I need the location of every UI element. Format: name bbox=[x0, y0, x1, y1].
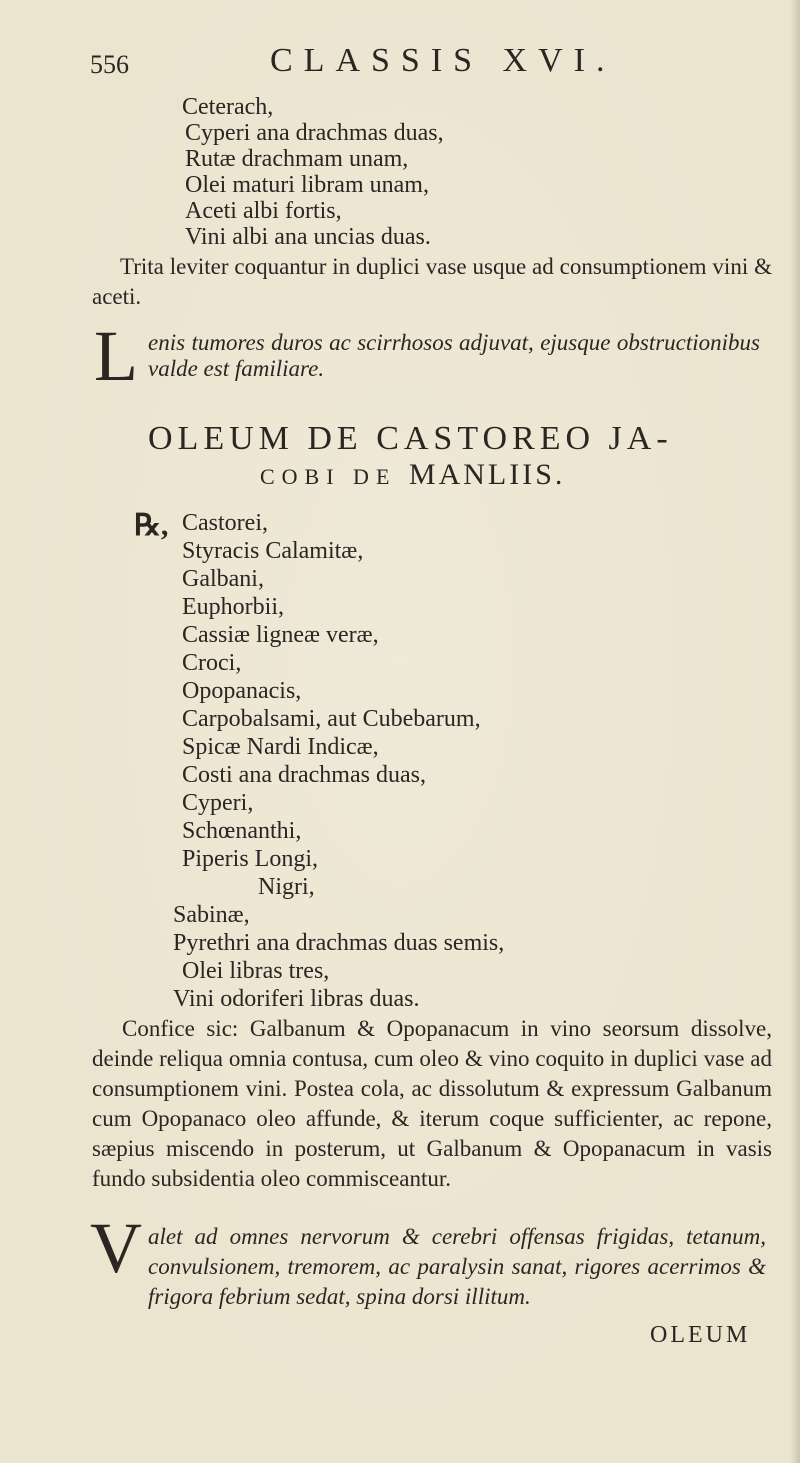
page-header bbox=[90, 40, 730, 90]
ingredient-item: Carpobalsami, aut Cubebarum, bbox=[182, 706, 481, 732]
ingredient-item: Costi ana drachmas duas, bbox=[182, 762, 426, 788]
section-title-prefix: COBI DE bbox=[260, 464, 409, 489]
ingredient-item: Croci, bbox=[182, 650, 242, 676]
recipe-top-item: Aceti albi fortis, bbox=[185, 198, 342, 224]
recipe-top-item: Ceterach, bbox=[182, 94, 274, 120]
catchword: OLEUM bbox=[650, 1322, 751, 1348]
ingredient-item: Euphorbii, bbox=[182, 594, 284, 620]
ingredient-item: Cassiæ ligneæ veræ, bbox=[182, 622, 379, 648]
ingredient-item: Opopanacis, bbox=[182, 678, 302, 704]
ingredient-item: Schœnanthi, bbox=[182, 818, 302, 844]
recipe-top-item: Olei maturi libram unam, bbox=[185, 172, 429, 198]
ingredient-item: Styracis Calamitæ, bbox=[182, 538, 364, 564]
ingredient-item: Galbani, bbox=[182, 566, 264, 592]
ingredient-item: Spicæ Nardi Indicæ, bbox=[182, 734, 379, 760]
running-title: CLASSIS XVI. bbox=[270, 42, 616, 79]
recipe-top-item: Cyperi ana drachmas duas, bbox=[185, 120, 444, 146]
ingredient-item: Nigri, bbox=[258, 874, 315, 900]
ingredient-item: Sabinæ, bbox=[173, 902, 250, 928]
ingredient-item: Olei libras tres, bbox=[182, 958, 330, 984]
ingredient-item: Cyperi, bbox=[182, 790, 254, 816]
recipe-top-item: Vini albi ana uncias duas. bbox=[185, 224, 431, 250]
section-title-line2 bbox=[260, 458, 565, 492]
preparation-paragraph: Confice sic: Galbanum & Opopanacum in vino seorsum dissolve, deinde reliqua omnia contusa, cum oleo & vino coquito in duplici vase ad consumptionem vini. Postea cola, ac dissolutum & expressum Galbanum cum Opopanaco oleo affunde, & iterum coque sufficienter, ac repone, sæpius miscendo in posterum, ut Galbanum & Opopanacum in vasis fundo subsidentia oleo commisceantur. bbox=[92, 1016, 772, 1191]
recipe-top-item: Rutæ drachmam unam, bbox=[185, 146, 409, 172]
usage-note-1: enis tumores duros ac scirrhosos adjuvat, ejusque obstructionibus valde est familiare. bbox=[148, 330, 760, 381]
section-title-name: MANLIIS. bbox=[408, 458, 566, 491]
usage-note-2: alet ad omnes nervorum & cerebri offensas frigidas, tetanum, convulsionem, tremorem, ac paralysin sanat, rigores acerrimos & frigora febrium sedat, spina dorsi illitum. bbox=[148, 1224, 766, 1309]
section-title-line1: OLEUM DE CASTOREO JA- bbox=[148, 420, 673, 457]
ingredient-item: Piperis Longi, bbox=[182, 846, 318, 872]
page-edge-shadow bbox=[790, 0, 800, 1463]
ingredient-item: Vini odoriferi libras duas. bbox=[173, 986, 420, 1012]
recipe-top-instruction: Trita leviter coquantur in duplici vase usque ad consumptionem vini & aceti. bbox=[92, 254, 772, 309]
dropcap-V: V bbox=[90, 1208, 142, 1288]
recipe-symbol: ℞, bbox=[134, 509, 169, 542]
page-number: 556 bbox=[90, 50, 129, 79]
dropcap-L: L bbox=[94, 316, 138, 396]
ingredient-item: Pyrethri ana drachmas duas semis, bbox=[173, 930, 505, 956]
ingredient-item: Castorei, bbox=[182, 510, 268, 536]
